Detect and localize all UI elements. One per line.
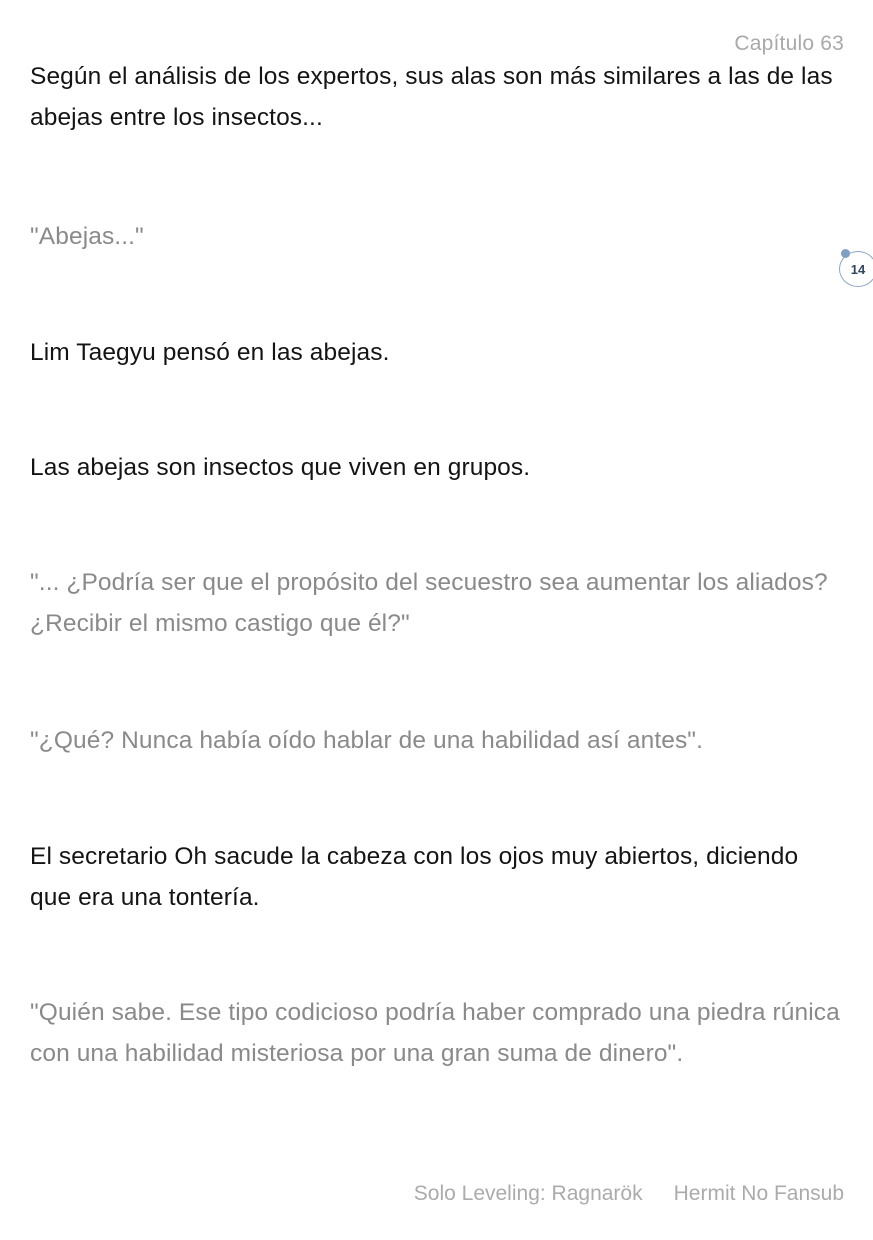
narration-paragraph: Según el análisis de los expertos, sus alas son más similares a las de las abejas entre los insectos... xyxy=(30,63,833,131)
narration-paragraph: El secretario Oh sacude la cabeza con los ojos muy abiertos, diciendo que era una tontería. xyxy=(30,843,799,911)
comment-count: 14 xyxy=(850,261,866,277)
narration-paragraph: Lim Taegyu pensó en las abejas. xyxy=(30,339,390,366)
translator-credit: Hermit No Fansub xyxy=(673,1182,844,1205)
dialogue-paragraph: "... ¿Podría ser que el propósito del secuestro sea aumentar los aliados? ¿Recibir el mismo castigo que él?" xyxy=(30,569,828,637)
dialogue-paragraph: "¿Qué? Nunca había oído hablar de una habilidad así antes". xyxy=(30,727,704,754)
unread-dot-icon xyxy=(841,249,850,258)
novel-title: Solo Leveling: Ragnarök xyxy=(413,1182,643,1205)
chapter-label: Capítulo 63 xyxy=(734,32,844,55)
dialogue-paragraph: "Quién sabe. Ese tipo codicioso podría haber comprado una piedra rúnica con una habilidad misteriosa por una gran suma de dinero". xyxy=(30,999,840,1067)
footer xyxy=(414,1182,844,1206)
narration-paragraph: Las abejas son insectos que viven en grupos. xyxy=(30,454,531,481)
dialogue-paragraph: "Abejas..." xyxy=(30,223,144,250)
